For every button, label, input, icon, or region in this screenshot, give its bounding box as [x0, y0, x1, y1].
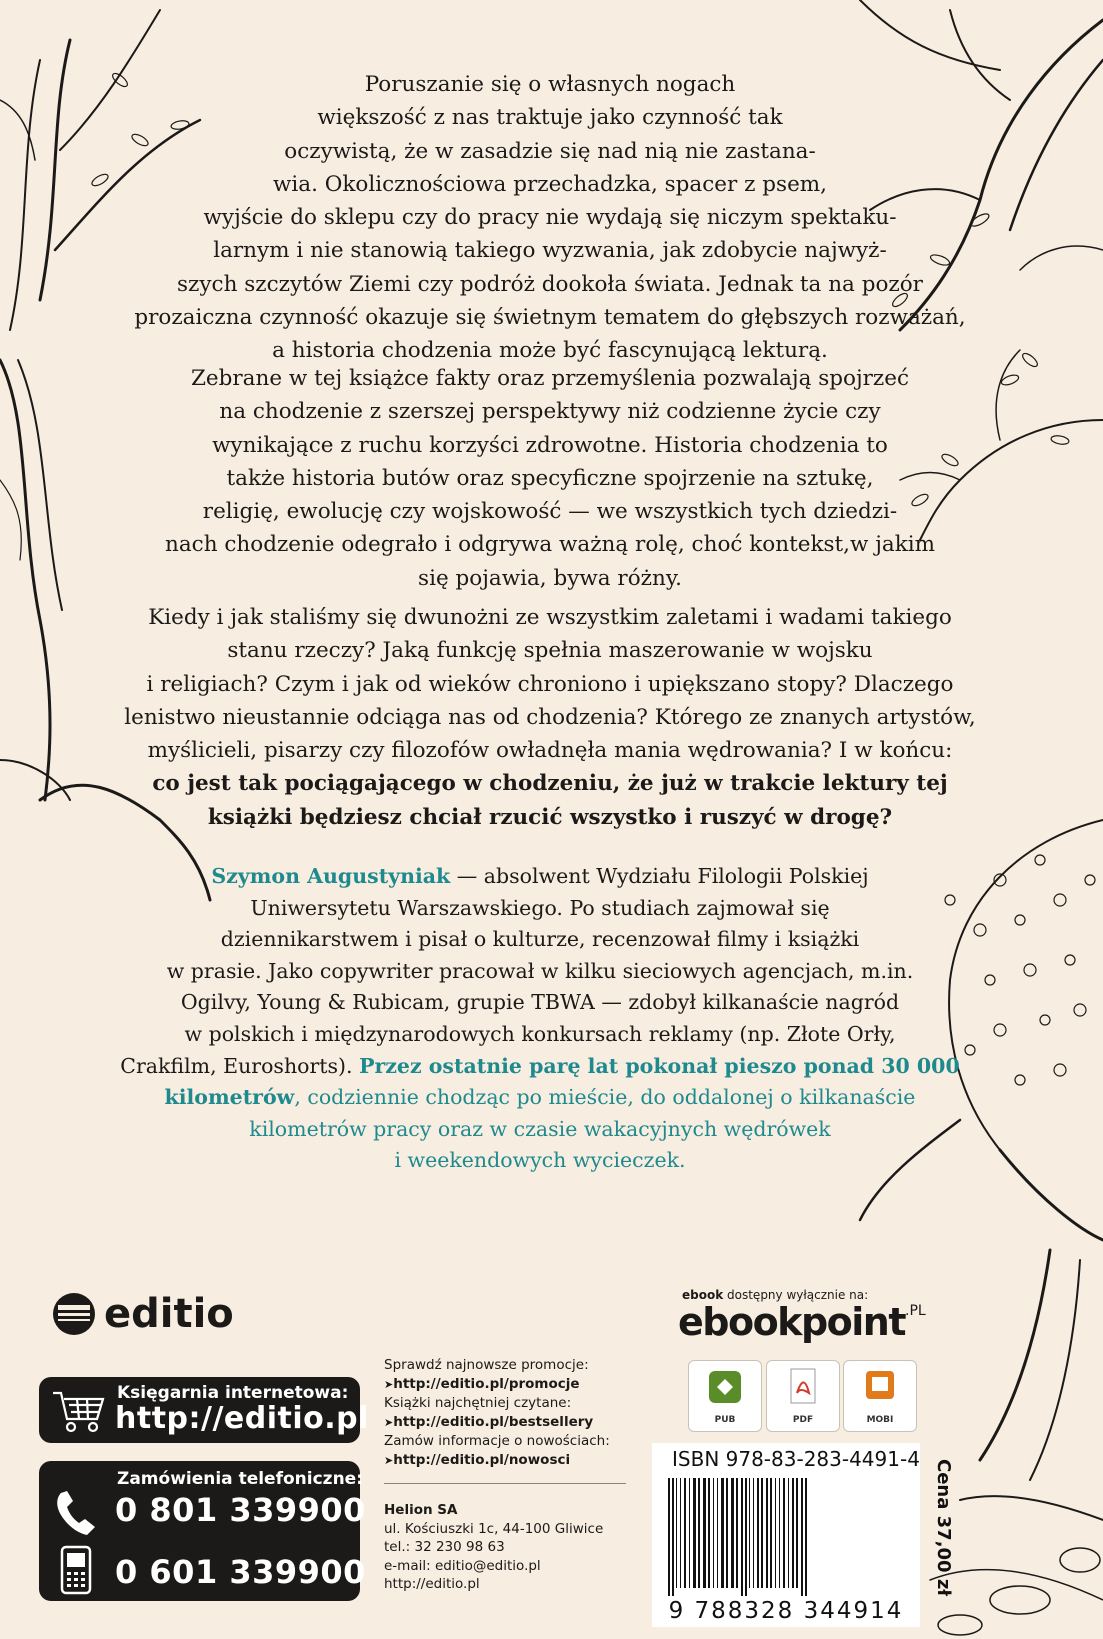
barcode-bar	[779, 1478, 780, 1588]
barcode-bar	[698, 1478, 700, 1588]
epub-icon	[705, 1367, 745, 1407]
text-line: na chodzenie z szerszej perspektywy niż codzienne życie czy	[219, 399, 881, 425]
barcode-bar	[792, 1478, 794, 1588]
barcode-bar	[766, 1478, 768, 1588]
text-line: , codziennie chodząc po mieście, do oddalonej o kilkanaście	[294, 1085, 916, 1110]
highlight-text: Przez ostatnie parę lat pokonał pieszo ponad 30 000	[359, 1053, 960, 1078]
text-line: wyjście do sklepu czy do pracy nie wydają się niczym spektaku-	[203, 205, 897, 231]
barcode-bar	[708, 1478, 710, 1588]
barcode-bar	[801, 1478, 803, 1596]
barcode-bar	[736, 1478, 738, 1588]
barcode-bar	[726, 1478, 728, 1588]
barcode-bar	[668, 1478, 670, 1596]
text-line: Zebrane w tej książce fakty oraz przemyślenia pozwalają spojrzeć	[190, 366, 909, 391]
bestseller-label: Książki najchętniej czytane:	[384, 1395, 572, 1412]
text-line: dziennikarstwem i pisał o kulturze, recenzował filmy i książki	[220, 927, 860, 952]
barcode-bar	[757, 1478, 759, 1588]
news-label: Zamów informacje o nowościach:	[384, 1433, 610, 1450]
company-name: Helion SA	[384, 1502, 458, 1518]
epub-format-icon	[688, 1360, 762, 1432]
phone-orders-box	[39, 1461, 366, 1601]
barcode-bar	[731, 1478, 734, 1588]
text-line: w prasie. Jako copywriter pracował w kilku sieciowych agencjach, m.in.	[166, 958, 914, 983]
phone-label: Zamówienia telefoniczne:	[117, 1469, 363, 1489]
text-line: Uniwersytetu Warszawskiego. Po studiach zajmował się	[250, 895, 830, 920]
highlight-text: kilometrów	[164, 1085, 295, 1110]
barcode-bar	[684, 1478, 686, 1588]
barcode-bar	[680, 1478, 681, 1588]
ebookpoint-logo-text: ebookpoint	[678, 1300, 906, 1344]
text-line: prozaiczna czynność okazuje się świetnym tematem do głębszych rozważań,	[134, 305, 966, 331]
text-line: szych szczytów Ziemi czy podróż dookoła świata. Jednak ta na pozór	[177, 271, 923, 297]
barcode-bar	[745, 1478, 747, 1596]
barcode-bar	[693, 1478, 696, 1588]
barcode	[664, 1478, 908, 1598]
text-line: nach chodzenie odegrało i odgrywa ważną rolę, choć kontekst,w jakim	[165, 532, 935, 558]
text-line: w polskich i międzynarodowych konkursach reklamy (np. Złote Orły,	[184, 1021, 896, 1046]
author-bio	[40, 861, 1040, 1177]
barcode-bar	[753, 1478, 754, 1588]
barcode-bar	[783, 1478, 785, 1588]
text-line: się pojawia, bywa różny.	[418, 565, 682, 591]
barcode-bar	[749, 1478, 750, 1588]
promo-label: Sprawdź najnowsze promocje:	[384, 1357, 589, 1373]
price-label: Cena 37,00 zł	[933, 1459, 954, 1597]
text-line: myślicieli, pisarzy czy filozofów owładnęła mania wędrowania? I w końcu:	[147, 738, 953, 764]
text-line: wynikające z ruchu korzyści zdrowotne. Historia chodzenia to	[212, 432, 888, 458]
text-line: oczywistą, że w zasadzie się nad nią nie zastana-	[284, 138, 816, 164]
phone-number-2[interactable]: 0 601 339900	[115, 1553, 366, 1591]
format-label: MOBI	[866, 1415, 894, 1425]
text-line: a historia chodzenia może być fascynującą lekturą.	[272, 338, 828, 364]
web-line[interactable]: http://editio.pl	[384, 1576, 480, 1593]
text-line: religię, ewolucję czy wojskowość — we wszystkich tych dziedzi-	[202, 499, 898, 525]
address-line: ul. Kościuszki 1c, 44-100 Gliwice	[384, 1520, 604, 1537]
shopping-cart-icon	[51, 1389, 107, 1433]
text-line: i weekendowych wycieczek.	[394, 1148, 686, 1173]
text-line-bold: książki będziesz chciał rzucić wszystko i ruszyć w drogę?	[207, 804, 893, 830]
phone-number-1[interactable]: 0 801 339900	[115, 1491, 366, 1529]
barcode-bar	[741, 1478, 743, 1596]
ebookpoint-logo-suffix: .PL	[905, 1303, 926, 1319]
text-line: i religiach? Czym i jak od wieków chroniono i upiększano stopy? Dlaczego	[146, 671, 954, 697]
text-line: Ogilvy, Young & Rubicam, grupie TBWA — zdobył kilkanaście nagród	[180, 990, 900, 1015]
shop-label: Księgarnia internetowa:	[117, 1383, 349, 1403]
text-line: stanu rzeczy? Jaką funkcję spełnia maszerowanie w wojsku	[227, 638, 873, 664]
text-line: Crakfilm, Euroshorts).	[120, 1053, 360, 1078]
barcode-bar	[796, 1478, 798, 1588]
promo-link[interactable]: ➤ http://editio.pl/promocje	[384, 1375, 610, 1395]
editio-logo	[52, 1291, 234, 1337]
news-link[interactable]: ➤ http://editio.pl/nowosci	[384, 1451, 610, 1471]
blurb-paragraph-3	[60, 601, 1040, 834]
barcode-digits: 9 788328 344914	[668, 1598, 904, 1624]
ebookpoint-logo[interactable]	[678, 1300, 926, 1344]
email-line[interactable]: e-mail: editio@editio.pl	[384, 1557, 541, 1574]
barcode-bar	[788, 1478, 789, 1588]
mobi-format-icon	[843, 1360, 917, 1432]
editio-logo-icon	[52, 1292, 96, 1336]
ebook-note-rest: dostępny wyłącznie na:	[723, 1288, 869, 1302]
text-line: Poruszanie się o własnych nogach	[364, 72, 736, 97]
online-shop-box[interactable]	[39, 1377, 369, 1443]
text-line: lenistwo nieustannie odciąga nas od chodzenia? Którego ze znanych artystów,	[124, 704, 976, 730]
text-line: także historia butów oraz specyficzne spojrzenie na sztukę,	[226, 465, 874, 491]
barcode-bar	[717, 1478, 718, 1588]
mobile-phone-icon	[59, 1545, 93, 1595]
barcode-bar	[761, 1478, 763, 1588]
format-label: PDF	[792, 1415, 814, 1425]
barcode-bar	[770, 1478, 772, 1588]
blurb-paragraph-2	[60, 362, 1040, 595]
barcode-bar	[689, 1478, 690, 1588]
phone-line: tel.: 32 230 98 63	[384, 1539, 505, 1556]
promo-links	[384, 1356, 610, 1471]
text-line: — absolwent Wydziału Filologii Polskiej	[450, 864, 869, 888]
editio-logo-text: editio	[104, 1291, 234, 1337]
text-line: większość z nas traktuje jako czynność tak	[317, 105, 783, 131]
text-line: kilometrów pracy oraz w czasie wakacyjnych wędrówek	[249, 1116, 831, 1141]
barcode-bar	[676, 1478, 677, 1588]
phone-handset-icon	[53, 1489, 99, 1537]
barcode-bar	[713, 1478, 714, 1588]
shop-url[interactable]: http://editio.pl	[115, 1401, 369, 1436]
pdf-format-icon	[766, 1360, 840, 1432]
text-line-bold: co jest tak pociągającego w chodzeniu, że już w trakcie lektury tej	[152, 771, 948, 797]
text-line: wia. Okolicznościowa przechadzka, spacer z psem,	[272, 171, 828, 197]
text-line: Kiedy i jak staliśmy się dwunożni ze wszystkim zaletami i wadami takiego	[148, 605, 952, 630]
barcode-bar	[703, 1478, 706, 1588]
isbn-text: ISBN 978-83-283-4491-4	[672, 1447, 920, 1471]
pdf-icon	[783, 1367, 823, 1407]
text-line: larnym i nie stanowią takiego wyzwania, jak zdobycie najwyż-	[213, 238, 887, 264]
bestseller-link[interactable]: ➤ http://editio.pl/bestsellery	[384, 1413, 610, 1433]
barcode-bar	[672, 1478, 674, 1596]
divider	[384, 1483, 626, 1484]
format-label: PUB	[714, 1415, 736, 1425]
barcode-bar	[721, 1478, 724, 1588]
ebook-note-bold: ebook	[682, 1288, 724, 1302]
mobi-icon	[860, 1367, 900, 1407]
blurb-paragraph-1	[60, 68, 1040, 368]
barcode-bar	[805, 1478, 807, 1596]
publisher-address	[384, 1501, 603, 1594]
author-name: Szymon Augustyniak	[211, 864, 451, 888]
barcode-bar	[775, 1478, 776, 1588]
